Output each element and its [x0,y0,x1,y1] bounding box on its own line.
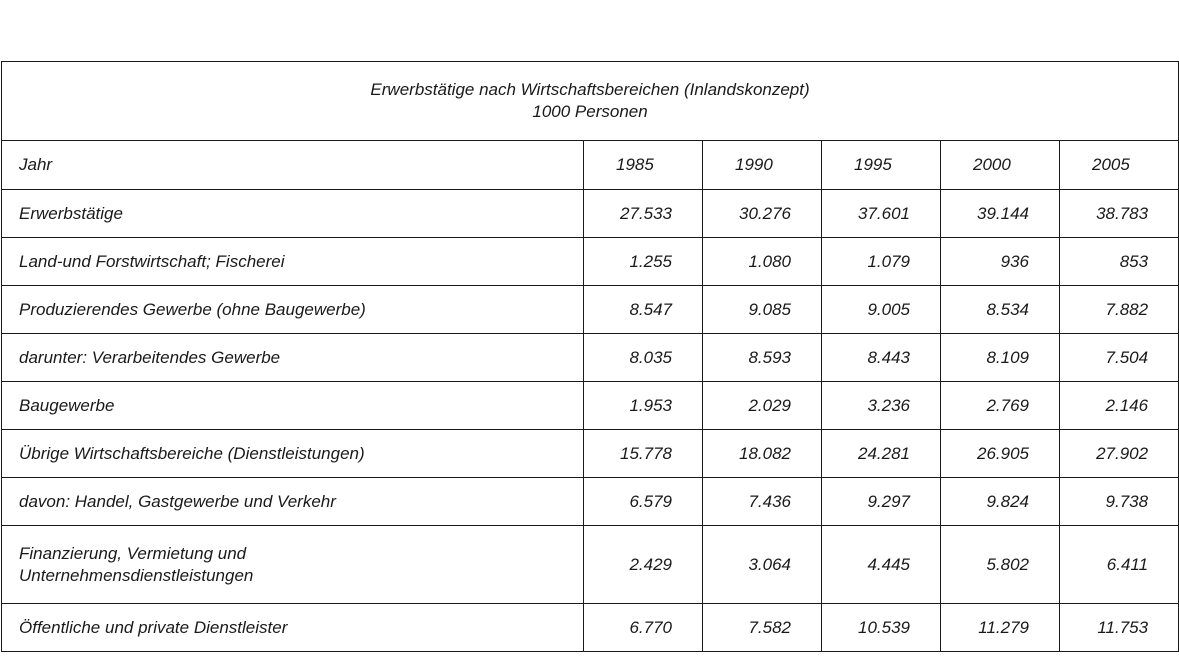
row-value: 39.144 [941,190,1060,238]
row-value: 8.109 [941,334,1060,382]
table-title-line1: Erwerbstätige nach Wirtschaftsbereichen (Inlandskonzept) [370,80,810,99]
row-label: darunter: Verarbeitendes Gewerbe [2,334,584,382]
table-title [2,62,1179,141]
table-row [2,190,1179,238]
header-year: 2000 [941,141,1060,190]
row-value: 1.079 [822,238,941,286]
header-year: 1990 [703,141,822,190]
row-label-line1: Finanzierung, Vermietung und [19,543,247,563]
row-value: 7.882 [1060,286,1179,334]
row-value: 15.778 [584,430,703,478]
row-value: 6.770 [584,604,703,652]
row-label: Erwerbstätige [2,190,584,238]
table-row [2,478,1179,526]
table-row [2,430,1179,478]
table-header-row [2,141,1179,190]
row-label: Produzierendes Gewerbe (ohne Baugewerbe) [2,286,584,334]
row-value: 6.411 [1060,526,1179,604]
row-value: 2.029 [703,382,822,430]
row-value: 1.080 [703,238,822,286]
row-label: Baugewerbe [2,382,584,430]
header-year: 2005 [1060,141,1179,190]
row-value: 3.064 [703,526,822,604]
row-value: 9.297 [822,478,941,526]
employment-table [1,61,1179,652]
row-value: 24.281 [822,430,941,478]
row-value: 5.802 [941,526,1060,604]
header-year: 1985 [584,141,703,190]
row-value: 3.236 [822,382,941,430]
row-value: 1.255 [584,238,703,286]
row-value: 18.082 [703,430,822,478]
row-value: 7.504 [1060,334,1179,382]
header-year: 1995 [822,141,941,190]
row-value: 8.534 [941,286,1060,334]
row-value: 2.429 [584,526,703,604]
table-row [2,604,1179,652]
row-label: davon: Handel, Gastgewerbe und Verkehr [2,478,584,526]
header-label: Jahr [2,141,584,190]
row-value: 936 [941,238,1060,286]
row-value: 11.753 [1060,604,1179,652]
row-value: 10.539 [822,604,941,652]
row-value: 37.601 [822,190,941,238]
row-value: 11.279 [941,604,1060,652]
table-row [2,526,1179,604]
row-value: 9.005 [822,286,941,334]
row-value: 9.824 [941,478,1060,526]
row-value: 7.436 [703,478,822,526]
row-value: 4.445 [822,526,941,604]
table-row [2,334,1179,382]
row-label: Übrige Wirtschaftsbereiche (Dienstleistungen) [2,430,584,478]
row-label [2,526,584,604]
row-value: 38.783 [1060,190,1179,238]
table-row [2,286,1179,334]
row-value: 6.579 [584,478,703,526]
row-value: 7.582 [703,604,822,652]
row-value: 26.905 [941,430,1060,478]
row-value: 853 [1060,238,1179,286]
row-value: 8.443 [822,334,941,382]
table-row [2,382,1179,430]
row-value: 9.085 [703,286,822,334]
row-value: 2.769 [941,382,1060,430]
row-value: 8.547 [584,286,703,334]
row-value: 9.738 [1060,478,1179,526]
row-label-line2: Unternehmensdienstleistungen [19,565,254,585]
row-value: 30.276 [703,190,822,238]
row-label: Öffentliche und private Dienstleister [2,604,584,652]
row-value: 1.953 [584,382,703,430]
row-value: 2.146 [1060,382,1179,430]
table-title-line2: 1000 Personen [532,102,648,121]
table-row [2,238,1179,286]
row-value: 8.035 [584,334,703,382]
row-label: Land-und Forstwirtschaft; Fischerei [2,238,584,286]
row-value: 27.902 [1060,430,1179,478]
row-value: 27.533 [584,190,703,238]
row-value: 8.593 [703,334,822,382]
